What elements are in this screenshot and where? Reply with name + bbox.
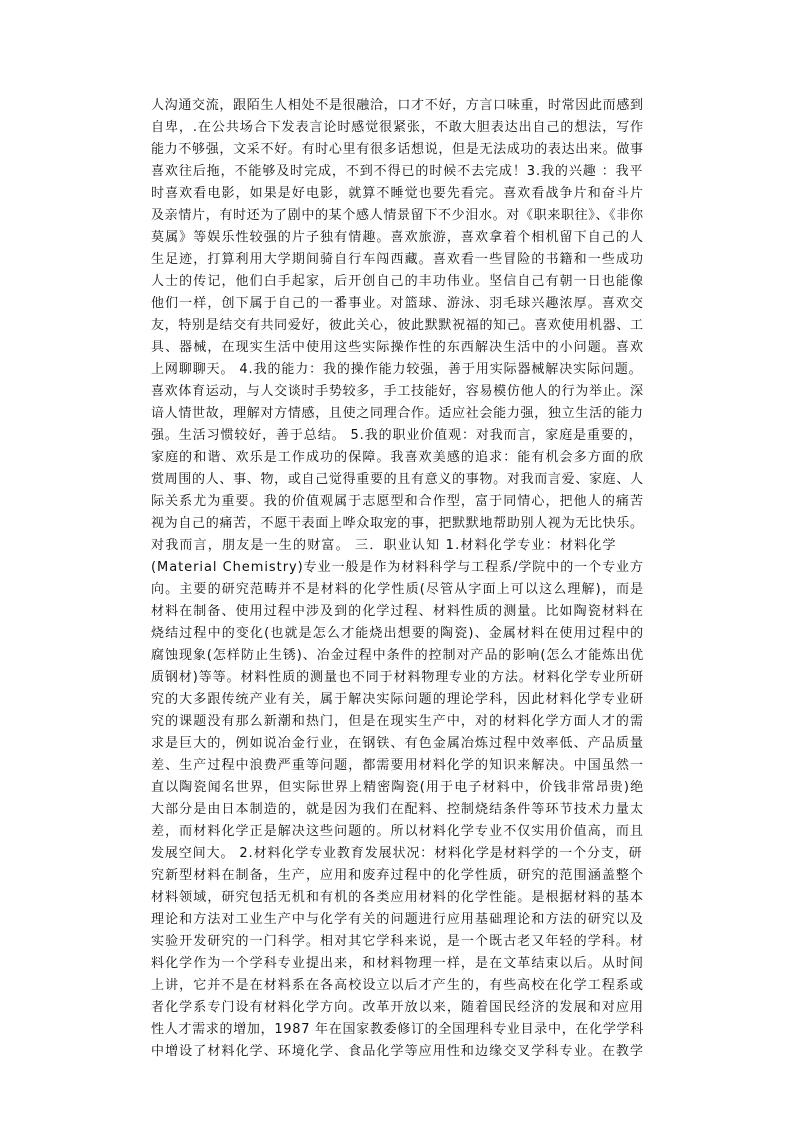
text-line: 喜欢往后拖，不能够及时完成，不到不得已的时候不去完成！3.我的兴趣 ：我平 [151,164,644,179]
text-line: 莫属》等娱乐性较强的片子独有情趣。喜欢旅游，喜欢拿着个相机留下自己的人 [151,230,645,245]
text-line: 究新型材料在制备，生产，应用和废弃过程中的化学性质，研究的范围涵盖整个 [151,868,645,883]
body-text [151,95,643,1063]
text-line: 究的课题没有那么新潮和热门，但是在现实生产中，对的材料化学方面人才的需 [151,714,645,729]
text-line: 际关系尤为重要。我的价值观属于志愿型和合作型，富于同情心，把他人的痛苦 [151,494,645,509]
text-line: 上网聊聊天。 4.我的能力：我的操作能力较强，善于用实际器械解决实际问题。 [151,362,643,377]
text-line: 质钢材)等等。材料性质的测量也不同于材料物理专业的方法。材料化学专业所研 [151,670,644,685]
text-line: 大部分是由日本制造的，就是因为我们在配料、控制烧结条件等环节技术力量太 [151,802,645,817]
text-line: (Material Chemistry)专业一般是作为材料科学与工程系/学院中的一个专业方 [151,560,644,575]
text-line: 中增设了材料化学、环境化学、食品化学等应用性和边缘交叉学科专业。在教学 [151,1044,645,1059]
text-line: 上讲，它并不是在材料系在各高校设立以后才产生的，有些高校在化学工程系或 [151,978,645,993]
text-line: 烧结过程中的变化(也就是怎么才能烧出想要的陶瓷)、金属材料在使用过程中的 [151,626,645,641]
text-line: 及亲情片，有时还为了剧中的某个感人情景留下不少泪水。对《职来职往》、《非你 [151,208,644,223]
text-line: 理论和方法对工业生产中与化学有关的问题进行应用基础理论和方法的研究以及 [151,912,645,927]
text-line: 究的大多跟传统产业有关，属于解决实际问题的理论学科，因此材料化学专业研 [151,692,645,707]
text-line: 视为自己的痛苦，不愿干表面上哗众取宠的事，把默默地帮助别人视为无比快乐。 [151,516,644,531]
text-line: 性人才需求的增加，1987 年在国家教委修订的全国理科专业目录中，在化学学科 [151,1022,644,1037]
text-line: 喜欢体育运动，与人交谈时手势较多，手工技能好，容易模仿他人的行为举止。深 [151,384,644,399]
text-line: 人士的传记，他们白手起家，后开创自己的丰功伟业。坚信自己有朝一日也能像 [151,274,645,289]
text-line: 强。生活习惯较好，善于总结。 5.我的职业价值观：对我而言，家庭是重要的， [151,428,643,443]
text-line: 能力不够强，文采不好。有时心里有很多话想说，但是无法成功的表达出来。做事 [151,142,644,157]
text-line: 发展空间大。 2.材料化学专业教育发展状况：材料化学是材料学的一个分支，研 [151,846,643,861]
text-line: 赏周围的人、事、物，或自己觉得重要的且有意义的事物。对我而言爱、家庭、人 [151,472,644,487]
text-line: 时喜欢看电影，如果是好电影，就算不睡觉也要先看完。喜欢看战争片和奋斗片 [151,186,645,201]
text-line: 差，而材料化学正是解决这些问题的。所以材料化学专业不仅实用价值高，而且 [151,824,645,839]
text-line: 自卑，.在公共场合下发表言论时感觉很紧张，不敢大胆表达出自己的想法，写作 [151,120,645,135]
text-line: 具、器械，在现实生活中使用这些实际操作性的东西解决生活中的小问题。喜欢 [151,340,645,355]
text-line: 腐蚀现象(怎样防止生锈)、冶金过程中条件的控制对产品的影响(怎么才能炼出优 [151,648,645,663]
text-line: 谙人情世故，理解对方情感，且使之同理合作。适应社会能力强，独立生活的能力 [151,406,644,421]
text-line: 人沟通交流，跟陌生人相处不是很融洽，口才不好，方言口味重，时常因此而感到 [151,98,644,113]
text-line: 差、生产过程中浪费严重等问题，都需要用材料化学的知识来解决。中国虽然一 [151,758,645,773]
text-line: 生足迹，打算利用大学期间骑自行车闯西藏。喜欢看一些冒险的书籍和一些成功 [151,252,645,267]
text-line: 料化学作为一个学科专业提出来，和材料物理一样，是在文革结束以后。从时间 [151,956,645,971]
text-line: 对我而言，朋友是一生的财富。 三．职业认知 1.材料化学专业：材料化学 [151,538,617,553]
text-line: 友，特别是结交有共同爱好，彼此关心，彼此默默祝福的知己。喜欢使用机器、工 [151,318,644,333]
text-line: 向。主要的研究范畴并不是材料的化学性质(尽管从字面上可以这么理解)，而是 [151,582,645,597]
text-line: 家庭的和谐、欢乐是工作成功的保障。我喜欢美感的追求：能有机会多方面的欣 [151,450,645,465]
text-line: 实验开发研究的一门科学。相对其它学科来说，是一个既古老又年轻的学科。材 [151,934,645,949]
text-line: 材料在制备、使用过程中涉及到的化学过程、材料性质的测量。比如陶瓷材料在 [151,604,645,619]
text-line: 他们一样，创下属于自己的一番事业。对篮球、游泳、羽毛球兴趣浓厚。喜欢交 [151,296,645,311]
text-line: 直以陶瓷闻名世界，但实际世界上精密陶瓷(用于电子材料中，价钱非常昂贵)绝 [151,780,645,795]
text-line: 材料领域，研究包括无机和有机的各类应用材料的化学性能。是根据材料的基本 [151,890,645,905]
text-line: 者化学系专门设有材料化学方向。改革开放以来，随着国民经济的发展和对应用 [151,1000,645,1015]
text-line: 求是巨大的，例如说冶金行业，在钢铁、有色金属冶炼过程中效率低、产品质量 [151,736,645,751]
